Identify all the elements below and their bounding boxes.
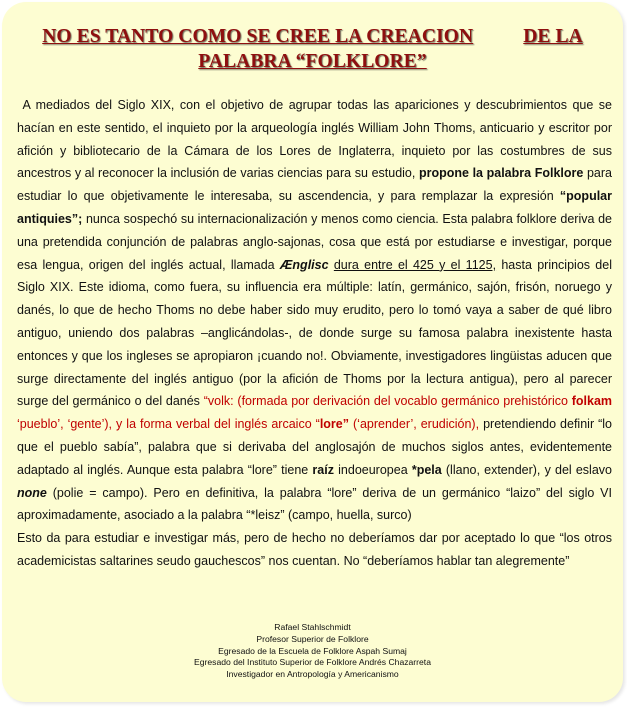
bold-italic-run: Ænglisc	[279, 257, 329, 272]
paragraph-closing: Esto da para estudiar e investigar más, pero de hecho no deberíamos dar por aceptado lo que “los otros academicistas saltarines seudo gauchescos” nos cuentan. No “deberíamos hablar tan alegremente”	[17, 531, 612, 568]
red-run: “volk	[203, 394, 231, 409]
author-credential: Egresado de la Escuela de Folklore Aspah Sumaj	[218, 645, 407, 656]
red-run: ‘pueblo’, ‘gente’), y la forma verbal del inglés arcaico “	[17, 417, 320, 432]
red-bold-run: folkam	[571, 394, 613, 409]
title-line2: PALABRA “FOLKLORE”	[198, 51, 427, 72]
red-bold-run: lore”	[319, 417, 350, 432]
author-title: Profesor Superior de Folklore	[256, 633, 369, 644]
page-title	[2, 24, 623, 74]
text-run: (polie = campo). Pero en definitiva, la palabra “lore” deriva de un germánico “laizo” del siglo VI aproximadamente, asociado a la palabra “*leisz” (campo, huella, surco)	[17, 485, 612, 523]
text-run: nunca sospechó su internacionalización y menos como ciencia. Esta palabra folklore deriva de una pretendida conjunción de palabras anglo-sajonas, cosa que está por estudiarse e investigar, porque esa lengua, origen del inglés actual, llamada	[17, 211, 612, 272]
document-card	[2, 2, 623, 702]
bold-run: *pela	[411, 462, 442, 477]
author-credential: Investigador en Antropología y Americanismo	[226, 669, 399, 680]
title-line1-part2: DE LA	[523, 26, 583, 47]
paragraph-main	[17, 94, 612, 527]
author-name: Rafael Stahlschmidt	[274, 622, 351, 632]
text-run: A mediados del Siglo XIX, con el objetivo de agrupar todas las apariciones y descubrimientos que se hacían en este sentido, el inquieto por la arqueología inglés William John Thoms, anticuario y escritor por afición y bibliotecario de la Cámara de los Lores de Inglaterra, inquieto por las costumbres de sus ancestros y al reconocer la inclusión de varias ciencias para su estudio,	[17, 98, 612, 181]
text-run: indoeuropea	[333, 462, 412, 477]
red-run: : (formada por derivación del vocablo germánico prehistórico	[230, 394, 572, 409]
bold-run: raíz	[312, 462, 334, 477]
title-line1-part1: NO ES TANTO COMO SE CREE LA CREACION	[42, 26, 474, 47]
article-body	[17, 94, 612, 573]
text-run: pretendiendo definir “lo que el pueblo sabía”, palabra que si derivaba del anglosajón de muchos siglos antes, evidentemente adaptado al inglés. Aunque esta palabra “lore” tiene	[17, 417, 612, 477]
bold-italic-run: none	[17, 485, 47, 500]
red-run: (‘aprender’, erudición),	[349, 417, 480, 432]
text-run: (llano, extender), y del eslavo	[441, 462, 612, 477]
text-run: hasta principios del Siglo XIX. Este idioma, como fuera, su influencia era múltiple: latín, germánico, sajón, frisón, noruego y danés, lo que de hecho Thoms no debe haber sido muy erudito, pero lo tomó vaya a saber de qué libro antiguo, uniendo dos palabras –anglicándolas-, de donde surge su famosa palabra inexistente hasta entonces y que los ingleses se apropiaron ¡cuando no!. Obviamente, investigadores lingüistas aducen que surge directamente del inglés antiguo (por la afición de Thoms por la lectura antigua), pero al parecer surge del germánico o del danés	[17, 257, 612, 409]
text-run: para estudiar lo que objetivamente le interesaba, su ascendencia, y para remplazar la expresión	[17, 166, 612, 204]
author-credential: Egresado del Instituto Superior de Folklore Andrés Chazarreta	[194, 657, 431, 668]
underlined-run: dura entre el 425 y el 1125,	[333, 257, 497, 272]
bold-run: propone la palabra Folklore	[418, 166, 584, 181]
bold-run: “popular antiquies”;	[17, 189, 612, 226]
signature-block	[2, 622, 623, 681]
